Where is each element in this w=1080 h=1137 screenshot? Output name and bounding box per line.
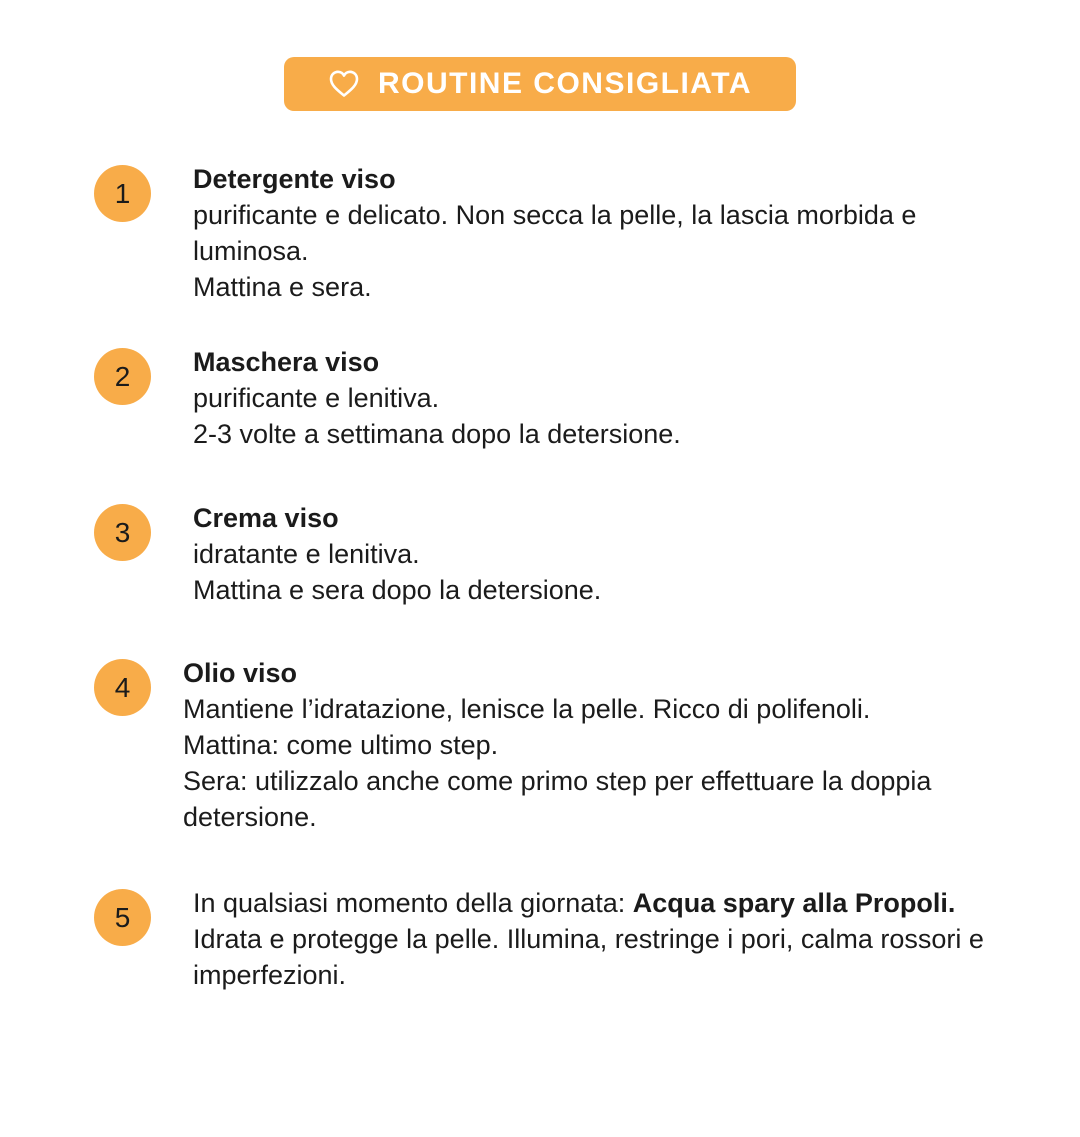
step-number: 2 <box>114 360 131 392</box>
step-description: idratante e lenitiva. <box>193 539 420 569</box>
step-description: Idrata e protegge la pelle. Illumina, restringe i pori, calma rossori e imperfezioni. <box>193 924 984 990</box>
step-number-circle <box>94 889 151 946</box>
step-number-circle <box>94 504 151 561</box>
step-intro-product: Acqua spary alla Propoli. <box>632 888 956 918</box>
step-description: purificante e lenitiva. <box>193 383 440 413</box>
step-number-circle <box>94 659 151 716</box>
step-frequency: Mattina e sera. <box>193 272 372 302</box>
routine-infographic <box>0 57 1080 1137</box>
step-text-block <box>193 161 1023 305</box>
step-number: 5 <box>114 901 131 933</box>
step-text-block <box>193 500 601 608</box>
step-intro-regular: In qualsiasi momento della giornata: <box>193 888 633 918</box>
routine-steps-list <box>94 161 1030 993</box>
step-number: 1 <box>114 177 131 209</box>
step-frequency: 2-3 volte a settimana dopo la detersione. <box>193 419 681 449</box>
step-description: Mantiene l’idratazione, lenisce la pelle. Ricco di polifenoli. <box>183 694 871 724</box>
step-description: purificante e delicato. Non secca la pelle, la lascia morbida e luminosa. <box>193 200 917 266</box>
step-title: Crema viso <box>193 503 339 533</box>
step-usage-evening: Sera: utilizzalo anche come primo step per effettuare la doppia detersione. <box>183 766 932 832</box>
step-text-block <box>193 885 993 993</box>
step-title: Olio viso <box>183 658 298 688</box>
routine-step-1 <box>94 161 1030 305</box>
routine-step-4 <box>94 655 1030 835</box>
routine-step-5 <box>94 885 1030 993</box>
step-intro <box>193 885 993 921</box>
step-number-circle <box>94 165 151 222</box>
step-text-block <box>183 655 1023 835</box>
step-text-block <box>193 344 681 452</box>
heart-icon <box>328 69 360 99</box>
header-badge <box>284 57 796 111</box>
step-number: 4 <box>114 671 131 703</box>
step-title: Detergente viso <box>193 164 396 194</box>
step-title: Maschera viso <box>193 347 380 377</box>
step-frequency: Mattina e sera dopo la detersione. <box>193 575 602 605</box>
step-number: 3 <box>114 516 131 548</box>
step-usage-morning: Mattina: come ultimo step. <box>183 730 499 760</box>
step-number-circle <box>94 348 151 405</box>
header-title: ROUTINE CONSIGLIATA <box>377 67 753 100</box>
routine-step-2 <box>94 344 1030 452</box>
routine-step-3 <box>94 500 1030 608</box>
